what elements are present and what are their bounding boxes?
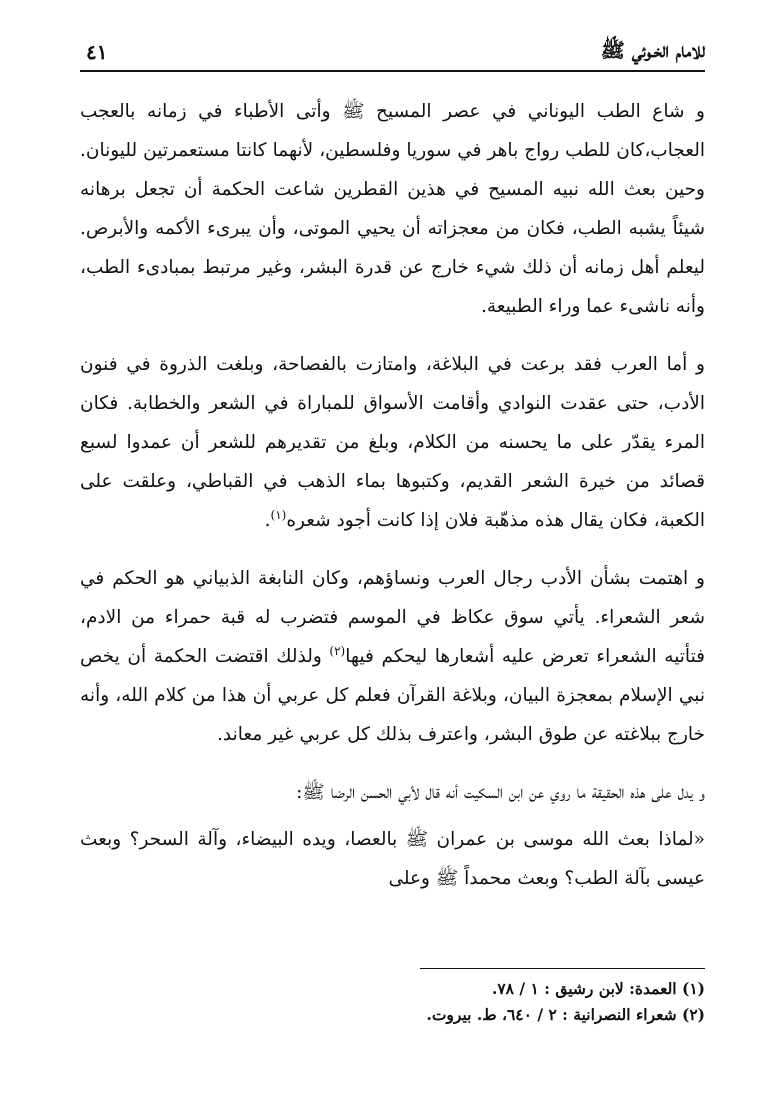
header-title: للامام الخـوئي ﷺ [600,37,705,62]
paragraph-3-text: و اهتمت بشأن الأدب رجال العرب ونساؤهم، وكان النابغة الذبياني هو الحكم في شعر الشعراء. يأتي سوق عكاظ في الموسم فتضرب له قبة حمراء من الادم، فتأتيه الشعراء تعرض عليه أشعارها ليحكم فيها [80,568,706,667]
footnote-mark-2[interactable]: (٢) [329,643,346,658]
paragraph-3 [80,559,705,754]
page-number: ٤١ [86,40,108,64]
footnote-2: (٢) شعراء النصرانية : ٢ / ٦٤٠، ط. بيروت. [426,1005,705,1024]
paragraph-1: و شاع الطب اليوناني في عصر المسيح ﷺ وأتى الأطباء في زمانه بالعجب العجاب،كان للطب رواج باهر في سوريا وفلسطين، لأنهما كانتا مستعمرتين لليونان. وحين بعث الله نبيه المسيح في هذين القطرين شاعت الحكمة أن تجعل برهانه شيئاً يشبه الطب، فكان من معجزاته أن يحيي الموتى، وأن يبرىء الأكمه والأبرص. ليعلم أهل زمانه أن ذلك شيء خارج عن قدرة البشر، وغير مرتبط بمبادىء الطب، وأنه ناشىء عما وراء الطبيعة. [80,101,705,317]
paragraph-2 [80,345,705,540]
footnote-1: (١) العمدة: لابن رشيق : ١ / ٧٨. [491,979,705,998]
footnote-mark-1[interactable]: (١) [270,507,287,522]
paragraph-2-text: و أما العرب فقد برعت في البلاغة، وامتازت بالفصاحة، وبلغت الذروة في فنون الأدب، حتى عقدت النوادي وأقامت الأسواق للمباراة في الشعر والخطابة. فكان المرء يقدّر على ما يحسنه من الكلام، وبلغ من تقديرهم للشعر أن عمدوا لسبع قصائد من خيرة الشعر القديم، وكتبوها بماء الذهب في القباطي، وعلقت على الكعبة، فكان يقال هذه مذهّبة فلان إذا كانت أجود شعره [80,354,705,531]
footnotes [80,976,705,1028]
paragraph-4: و يدل على هذه الحقيقة ما روي عن ابن السكيت أنه قال لأبي الحسن الرضا ﷺ: [296,782,705,803]
paragraph-3-continuation: ولذلك اقتضت الحكمة أن يخص نبي الإسلام بمعجزة البيان، وبلاغة القرآن فعلم كل عربي أن هذا من كلام الله، وأنه خارج ببلاغته عن طوق البشر، واعترف بذلك كل عربي غير معاند. [80,646,705,745]
body-text [80,92,705,898]
quotation: «لماذا بعث الله موسى بن عمران ﷺ بالعصا، ويده البيضاء، وآلة السحر؟ وبعث عيسى بآلة الطب؟ وبعث محمداً ﷺ وعلى [80,829,705,889]
running-header [80,34,705,72]
footnote-divider [420,968,705,969]
paragraph-2-end: . [264,510,271,531]
